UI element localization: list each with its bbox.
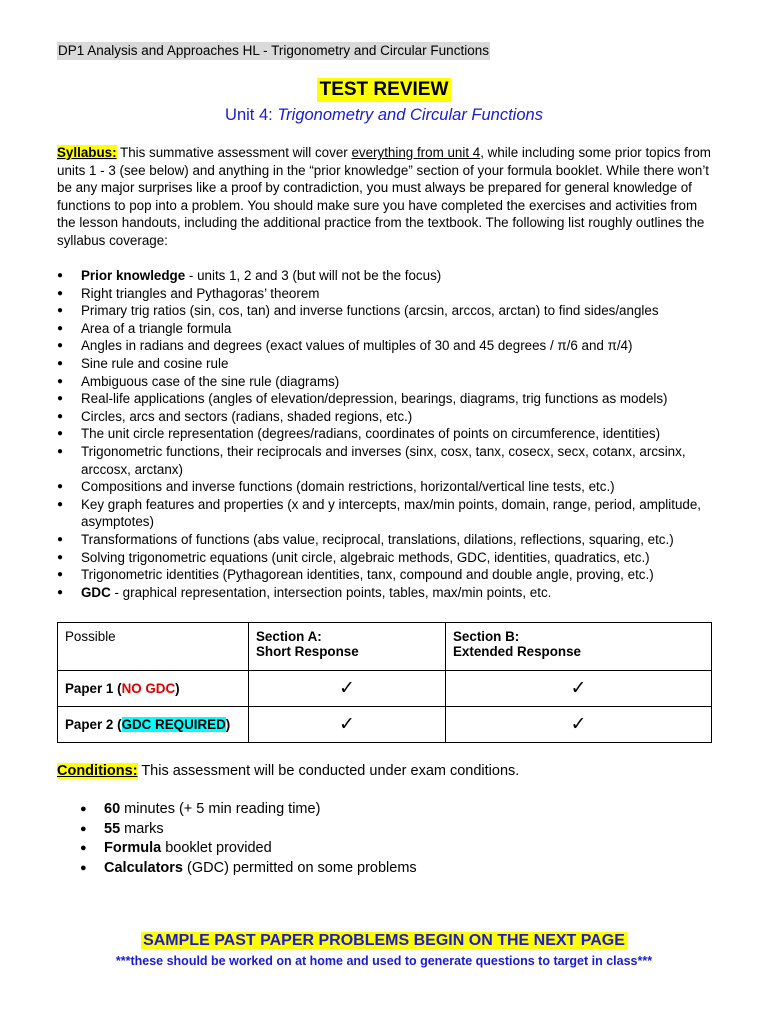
topic-text: Circles, arcs and sectors (radians, shaded regions, etc.) xyxy=(81,408,413,424)
sample-headline-text: SAMPLE PAST PAPER PROBLEMS BEGIN ON THE NEXT PAGE xyxy=(143,932,625,949)
list-item xyxy=(57,320,727,338)
list-item xyxy=(57,425,727,443)
list-item xyxy=(57,355,727,373)
sample-note: ***these should be worked on at home and used to generate questions to target in class*** xyxy=(115,954,653,968)
list-item xyxy=(80,800,417,820)
checkmark-icon: ✓ xyxy=(446,707,712,743)
row-label-suffix: ) xyxy=(225,717,231,732)
row-label-suffix: ) xyxy=(175,681,180,696)
header-section-b xyxy=(446,623,712,671)
header-possible: Possible xyxy=(58,623,249,671)
subtitle-topic: Trigonometry and Circular Functions xyxy=(277,106,543,124)
syllabus-underlined: everything from unit 4 xyxy=(351,145,481,160)
list-item xyxy=(57,337,727,355)
topic-bold: GDC xyxy=(81,584,111,600)
condition-text: (GDC) permitted on some problems xyxy=(182,859,417,876)
checkmark-icon: ✓ xyxy=(249,671,446,707)
topic-text: Trigonometric identities (Pythagorean identities, tanx, compound and double angle, proving, etc.) xyxy=(81,567,654,583)
syllabus-text-2: , while including some prior topics from units 1 - 3 (see below) and anything in the “prior knowledge” section of your formula booklet. While there won’t be any major surprises like a proof by contradiction, you must always be prepared for general knowledge of functions to pop into a problem. You should make sure you have completed the exercises and activities from the lesson handouts, including the additional practice from the textbook. The following list roughly outlines the syllabus coverage: xyxy=(57,145,711,248)
conditions-label: Conditions: xyxy=(57,763,138,779)
list-item xyxy=(57,566,727,584)
list-item xyxy=(57,531,727,549)
row-label-prefix: Paper 2 ( xyxy=(65,717,122,732)
list-item xyxy=(57,408,727,426)
topic-text: - graphical representation, intersection points, tables, max/min points, etc. xyxy=(110,584,552,600)
row-label xyxy=(58,707,249,743)
page-subtitle xyxy=(0,104,768,126)
topic-text: Transformations of functions (abs value, reciprocal, translations, dilations, reflections, squaring, etc.) xyxy=(81,531,674,547)
list-item xyxy=(57,496,727,531)
list-item xyxy=(57,443,727,478)
assessment-table xyxy=(57,622,712,743)
list-item xyxy=(57,285,727,303)
list-item xyxy=(57,584,727,602)
topic-list xyxy=(57,267,727,601)
topic-text: Trigonometric functions, their reciprocals and inverses (sinx, cosx, tanx, cosecx, secx, cotanx, arcsinx, arccosx, arctanx) xyxy=(81,443,686,477)
topic-text: - units 1, 2 and 3 (but will not be the focus) xyxy=(185,268,442,283)
condition-text: marks xyxy=(120,820,164,837)
subtitle-prefix: Unit 4: xyxy=(225,106,278,124)
topic-text: Right triangles and Pythagoras’ theorem xyxy=(81,285,320,301)
section-b-title: Section B: xyxy=(453,629,520,644)
list-item xyxy=(57,390,727,408)
topic-text: Solving trigonometric equations (unit circle, algebraic methods, GDC, identities, quadratics, etc.) xyxy=(81,549,650,565)
list-item xyxy=(80,859,417,879)
condition-bold: 60 xyxy=(104,801,121,817)
list-item xyxy=(57,478,727,496)
conditions-text: This assessment will be conducted under exam conditions. xyxy=(137,763,520,779)
sample-headline xyxy=(0,931,768,951)
table-header-row xyxy=(58,623,712,671)
section-a-title: Section A: xyxy=(256,629,322,644)
syllabus-text-1: This summative assessment will cover xyxy=(116,145,352,160)
list-item xyxy=(57,267,727,285)
topic-text: Primary trig ratios (sin, cos, tan) and inverse functions (arcsin, arccos, arctan) to find sides/angles xyxy=(81,303,659,319)
list-item xyxy=(57,549,727,567)
list-item xyxy=(80,820,417,840)
table-row xyxy=(58,707,712,743)
row-label-prefix: Paper 1 ( xyxy=(65,681,122,696)
checkmark-icon: ✓ xyxy=(446,671,712,707)
topic-text: Ambiguous case of the sine rule (diagrams) xyxy=(81,373,340,389)
section-b-subtitle: Extended Response xyxy=(453,644,581,659)
list-item xyxy=(57,373,727,391)
conditions-paragraph xyxy=(57,762,519,780)
topic-text: The unit circle representation (degrees/radians, coordinates of points on circumference, identities) xyxy=(81,426,661,442)
topic-text: Key graph features and properties (x and y intercepts, max/min points, domain, range, period, amplitude, asymptotes) xyxy=(81,496,702,530)
condition-bold: Calculators xyxy=(104,859,183,876)
topic-text: Real-life applications (angles of elevation/depression, bearings, diagrams, trig functions as models) xyxy=(81,391,668,407)
header-section-a xyxy=(249,623,446,671)
gdc-required-tag: GDC REQUIRED xyxy=(121,717,226,732)
table-row xyxy=(58,671,712,707)
topic-text: Sine rule and cosine rule xyxy=(81,355,229,371)
checkmark-icon: ✓ xyxy=(249,707,446,743)
syllabus-paragraph xyxy=(57,144,717,250)
conditions-list xyxy=(80,800,417,878)
list-item xyxy=(57,302,727,320)
syllabus-label: Syllabus: xyxy=(57,145,117,160)
condition-text: minutes (+ 5 min reading time) xyxy=(120,801,321,817)
topic-bold: Prior knowledge xyxy=(81,268,186,283)
condition-text: booklet provided xyxy=(161,840,272,856)
page-title: TEST REVIEW xyxy=(317,78,452,102)
section-a-subtitle: Short Response xyxy=(256,644,359,659)
list-item xyxy=(80,839,417,859)
topic-text: Compositions and inverse functions (domain restrictions, horizontal/vertical line tests, etc.) xyxy=(81,479,615,495)
no-gdc-tag: NO GDC xyxy=(121,681,176,696)
condition-bold: 55 xyxy=(104,820,121,837)
title-wrap xyxy=(0,78,768,102)
topic-text: Area of a triangle formula xyxy=(81,320,232,336)
topic-text: Angles in radians and degrees (exact values of multiples of 30 and 45 degrees / π/6 and π/4) xyxy=(81,338,633,354)
condition-bold: Formula xyxy=(104,840,162,856)
page-header: DP1 Analysis and Approaches HL - Trigonometry and Circular Functions xyxy=(58,43,489,58)
row-label xyxy=(58,671,249,707)
